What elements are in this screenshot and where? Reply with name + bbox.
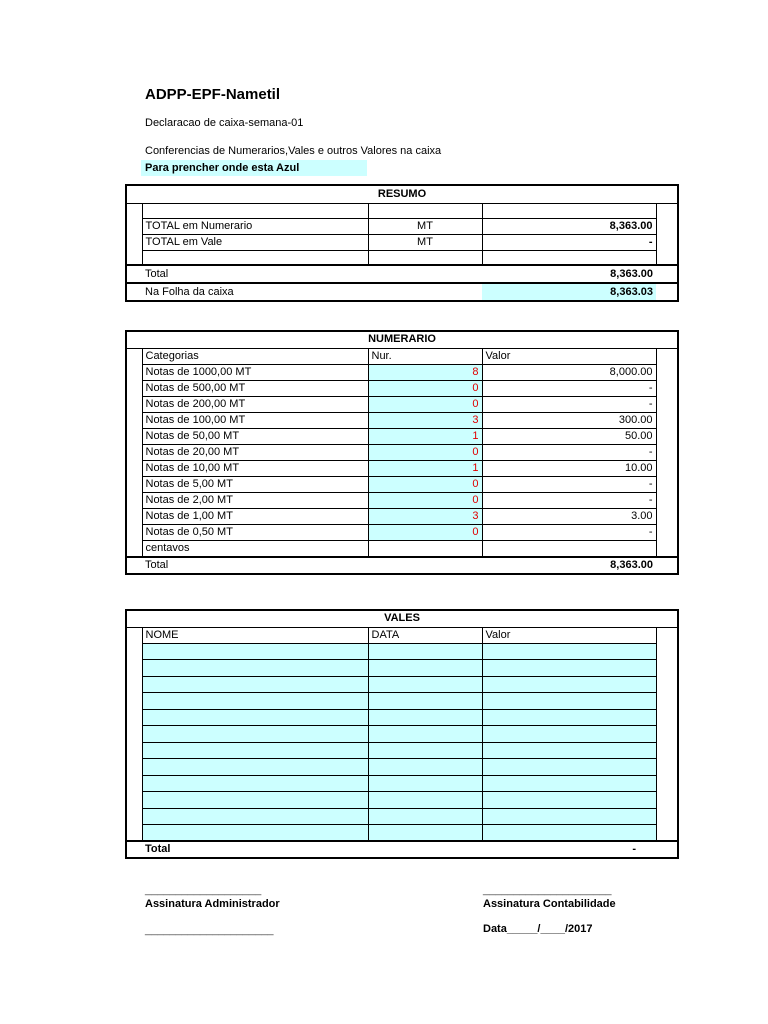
vales-row <box>126 726 678 743</box>
vales-margin <box>126 825 142 842</box>
vales-row <box>126 759 678 776</box>
vales-total-value: - <box>482 841 656 858</box>
vales-row <box>126 792 678 809</box>
vales-margin <box>656 742 678 759</box>
numerario-row-label: Notas de 5,00 MT <box>142 476 368 492</box>
vales-value-cell[interactable] <box>482 643 656 660</box>
numerario-row-label: Notas de 500,00 MT <box>142 380 368 396</box>
vales-value-cell[interactable] <box>482 709 656 726</box>
numerario-row-value: - <box>482 476 656 492</box>
numerario-margin <box>126 524 142 540</box>
vales-rows <box>126 643 678 841</box>
vales-row <box>126 643 678 660</box>
numerario-col-value: Valor <box>482 348 656 364</box>
numerario-row <box>126 428 678 444</box>
numerario-row-label: Notas de 50,00 MT <box>142 428 368 444</box>
numerario-row <box>126 412 678 428</box>
vales-margin <box>126 726 142 743</box>
numerario-row <box>126 524 678 540</box>
date-field: Data_____/____/2017 <box>483 923 593 935</box>
vales-value-cell[interactable] <box>482 742 656 759</box>
vales-date-cell[interactable] <box>368 643 482 660</box>
vales-row <box>126 808 678 825</box>
numerario-row-value: 300.00 <box>482 412 656 428</box>
numerario-row-count[interactable]: 8 <box>368 364 482 380</box>
numerario-margin <box>656 444 678 460</box>
numerario-col-category: Categorias <box>142 348 368 364</box>
resumo-row-label: TOTAL em Numerario <box>142 218 368 234</box>
numerario-margin <box>126 444 142 460</box>
vales-name-cell[interactable] <box>142 759 368 776</box>
admin-signature-label: Assinatura Administrador <box>145 898 280 910</box>
vales-row <box>126 742 678 759</box>
vales-margin <box>126 660 142 677</box>
vales-margin <box>656 808 678 825</box>
numerario-margin <box>126 476 142 492</box>
document-subtitle: Declaracao de caixa-semana-01 <box>145 117 304 129</box>
numerario-margin <box>656 540 678 557</box>
vales-margin <box>126 792 142 809</box>
numerario-row-value: - <box>482 380 656 396</box>
numerario-margin <box>126 396 142 412</box>
vales-margin <box>126 709 142 726</box>
resumo-margin <box>656 218 678 234</box>
document-description: Conferencias de Numerarios,Vales e outros Valores na caixa <box>145 145 442 157</box>
vales-date-cell[interactable] <box>368 693 482 710</box>
numerario-row-count[interactable]: 3 <box>368 412 482 428</box>
numerario-row-value: 8,000.00 <box>482 364 656 380</box>
vales-margin <box>656 841 678 858</box>
numerario-col-count: Nur. <box>368 348 482 364</box>
vales-name-cell[interactable] <box>142 825 368 842</box>
numerario-row-label: Notas de 0,50 MT <box>142 524 368 540</box>
numerario-margin <box>126 557 142 574</box>
numerario-row <box>126 380 678 396</box>
resumo-folha-row <box>126 283 678 301</box>
vales-margin <box>656 660 678 677</box>
resumo-total-label: Total <box>142 265 368 283</box>
vales-margin <box>126 775 142 792</box>
vales-date-cell[interactable] <box>368 808 482 825</box>
resumo-margin <box>656 250 678 265</box>
contabilidade-signature-label: Assinatura Contabilidade <box>483 898 616 910</box>
vales-row <box>126 676 678 693</box>
numerario-row-label: Notas de 2,00 MT <box>142 492 368 508</box>
numerario-margin <box>126 428 142 444</box>
vales-margin <box>126 676 142 693</box>
resumo-blank-cell[interactable] <box>142 203 368 218</box>
vales-row <box>126 775 678 792</box>
admin-signature-line-2: _____________________ <box>145 924 274 936</box>
vales-margin <box>126 742 142 759</box>
vales-margin <box>126 759 142 776</box>
resumo-margin <box>126 234 142 250</box>
numerario-margin <box>126 380 142 396</box>
resumo-margin <box>126 250 142 265</box>
vales-margin <box>126 841 142 858</box>
numerario-margin <box>656 524 678 540</box>
resumo-margin <box>656 265 678 283</box>
numerario-margin <box>656 508 678 524</box>
resumo-table <box>125 184 679 302</box>
resumo-folha-gap <box>368 283 482 301</box>
resumo-margin <box>656 234 678 250</box>
numerario-margin <box>126 364 142 380</box>
vales-name-cell[interactable] <box>142 726 368 743</box>
numerario-centavos-value <box>482 540 656 557</box>
vales-margin <box>656 676 678 693</box>
vales-margin <box>126 627 142 643</box>
resumo-row-label: TOTAL em Vale <box>142 234 368 250</box>
vales-margin <box>656 792 678 809</box>
numerario-row-value: - <box>482 524 656 540</box>
vales-margin <box>656 627 678 643</box>
numerario-row-label: Notas de 200,00 MT <box>142 396 368 412</box>
numerario-centavos-label: centavos <box>142 540 368 557</box>
vales-margin <box>126 808 142 825</box>
numerario-row-value: - <box>482 444 656 460</box>
numerario-row <box>126 460 678 476</box>
numerario-centavos-count[interactable] <box>368 540 482 557</box>
vales-name-cell[interactable] <box>142 709 368 726</box>
numerario-row-count[interactable]: 0 <box>368 476 482 492</box>
vales-value-cell[interactable] <box>482 676 656 693</box>
resumo-blank-cell[interactable] <box>368 203 482 218</box>
resumo-margin <box>126 265 142 283</box>
vales-margin <box>656 825 678 842</box>
vales-date-cell[interactable] <box>368 709 482 726</box>
numerario-row-value: - <box>482 492 656 508</box>
vales-margin <box>656 693 678 710</box>
vales-value-cell[interactable] <box>482 693 656 710</box>
numerario-row-value: 10.00 <box>482 460 656 476</box>
vales-title: VALES <box>126 610 678 627</box>
vales-total-gap <box>368 841 482 858</box>
numerario-margin <box>656 492 678 508</box>
vales-table <box>125 609 679 859</box>
vales-margin <box>656 726 678 743</box>
vales-name-cell[interactable] <box>142 676 368 693</box>
numerario-table <box>125 330 679 575</box>
numerario-row-count[interactable]: 0 <box>368 380 482 396</box>
vales-row <box>126 825 678 842</box>
vales-total-row <box>126 841 678 858</box>
numerario-margin <box>656 557 678 574</box>
vales-name-cell[interactable] <box>142 742 368 759</box>
vales-margin <box>656 643 678 660</box>
resumo-folha-value[interactable]: 8,363.03 <box>482 283 656 301</box>
resumo-blank-cell[interactable] <box>368 250 482 265</box>
numerario-row-count[interactable]: 0 <box>368 396 482 412</box>
numerario-row-value: 50.00 <box>482 428 656 444</box>
vales-col-name: NOME <box>142 627 368 643</box>
numerario-title: NUMERARIO <box>126 331 678 348</box>
vales-date-cell[interactable] <box>368 775 482 792</box>
vales-name-cell[interactable] <box>142 660 368 677</box>
vales-value-cell[interactable] <box>482 808 656 825</box>
resumo-row-unit: MT <box>368 218 482 234</box>
vales-margin <box>656 709 678 726</box>
vales-date-cell[interactable] <box>368 825 482 842</box>
resumo-margin <box>656 283 678 301</box>
numerario-margin <box>126 492 142 508</box>
vales-value-cell[interactable] <box>482 775 656 792</box>
vales-row <box>126 693 678 710</box>
vales-date-cell[interactable] <box>368 742 482 759</box>
numerario-margin <box>126 540 142 557</box>
numerario-margin <box>656 412 678 428</box>
vales-row <box>126 709 678 726</box>
numerario-margin <box>126 460 142 476</box>
vales-margin <box>656 775 678 792</box>
vales-margin <box>126 643 142 660</box>
numerario-margin <box>656 460 678 476</box>
numerario-rows <box>126 364 678 540</box>
vales-value-cell[interactable] <box>482 660 656 677</box>
vales-row <box>126 660 678 677</box>
numerario-row-count[interactable]: 0 <box>368 492 482 508</box>
numerario-margin <box>656 348 678 364</box>
vales-name-cell[interactable] <box>142 775 368 792</box>
resumo-row-value: 8,363.00 <box>482 218 656 234</box>
resumo-row <box>126 234 678 250</box>
resumo-margin <box>656 203 678 218</box>
vales-name-cell[interactable] <box>142 808 368 825</box>
numerario-row-label: Notas de 1000,00 MT <box>142 364 368 380</box>
admin-signature-line: ___________________ <box>145 884 262 896</box>
resumo-total-row <box>126 265 678 283</box>
resumo-row-unit: MT <box>368 234 482 250</box>
vales-date-cell[interactable] <box>368 759 482 776</box>
numerario-total-gap <box>368 557 482 574</box>
resumo-total-gap <box>368 265 482 283</box>
vales-name-cell[interactable] <box>142 643 368 660</box>
numerario-margin <box>656 428 678 444</box>
resumo-total-value: 8,363.00 <box>482 265 656 283</box>
resumo-blank-cell[interactable] <box>142 250 368 265</box>
numerario-row-count[interactable]: 1 <box>368 460 482 476</box>
vales-value-cell[interactable] <box>482 792 656 809</box>
numerario-total-row <box>126 557 678 574</box>
vales-date-cell[interactable] <box>368 792 482 809</box>
resumo-margin <box>126 203 142 218</box>
numerario-row-value: 3.00 <box>482 508 656 524</box>
numerario-row-label: Notas de 100,00 MT <box>142 412 368 428</box>
vales-col-value: Valor <box>482 627 656 643</box>
resumo-row <box>126 218 678 234</box>
numerario-row <box>126 476 678 492</box>
numerario-margin <box>126 412 142 428</box>
vales-value-cell[interactable] <box>482 726 656 743</box>
numerario-margin <box>656 364 678 380</box>
vales-margin <box>126 693 142 710</box>
numerario-row-count[interactable]: 3 <box>368 508 482 524</box>
vales-value-cell[interactable] <box>482 825 656 842</box>
numerario-total-value: 8,363.00 <box>482 557 656 574</box>
numerario-row-count[interactable]: 0 <box>368 524 482 540</box>
numerario-row <box>126 508 678 524</box>
numerario-margin <box>656 396 678 412</box>
vales-date-cell[interactable] <box>368 676 482 693</box>
numerario-row <box>126 492 678 508</box>
vales-date-cell[interactable] <box>368 726 482 743</box>
resumo-blank-cell[interactable] <box>482 250 656 265</box>
vales-col-date: DATA <box>368 627 482 643</box>
vales-name-cell[interactable] <box>142 792 368 809</box>
resumo-row-value: - <box>482 234 656 250</box>
numerario-row-value: - <box>482 396 656 412</box>
resumo-title: RESUMO <box>126 185 678 203</box>
numerario-row-count[interactable]: 1 <box>368 428 482 444</box>
numerario-row-label: Notas de 20,00 MT <box>142 444 368 460</box>
numerario-total-label: Total <box>142 557 368 574</box>
vales-name-cell[interactable] <box>142 693 368 710</box>
numerario-margin <box>656 380 678 396</box>
fill-hint: Para prencher onde esta Azul <box>141 160 367 176</box>
numerario-row-count[interactable]: 0 <box>368 444 482 460</box>
numerario-row <box>126 396 678 412</box>
vales-total-label: Total <box>142 841 368 858</box>
vales-value-cell[interactable] <box>482 759 656 776</box>
numerario-margin <box>126 508 142 524</box>
numerario-row <box>126 364 678 380</box>
numerario-row-label: Notas de 10,00 MT <box>142 460 368 476</box>
contabilidade-signature-line: _____________________ <box>483 884 612 896</box>
resumo-blank-cell[interactable] <box>482 203 656 218</box>
numerario-row <box>126 444 678 460</box>
resumo-margin <box>126 218 142 234</box>
resumo-folha-label: Na Folha da caixa <box>142 283 368 301</box>
numerario-row-label: Notas de 1,00 MT <box>142 508 368 524</box>
resumo-margin <box>126 283 142 301</box>
document-title: ADPP-EPF-Nametil <box>145 86 281 103</box>
numerario-margin <box>656 476 678 492</box>
vales-date-cell[interactable] <box>368 660 482 677</box>
vales-margin <box>656 759 678 776</box>
numerario-margin <box>126 348 142 364</box>
